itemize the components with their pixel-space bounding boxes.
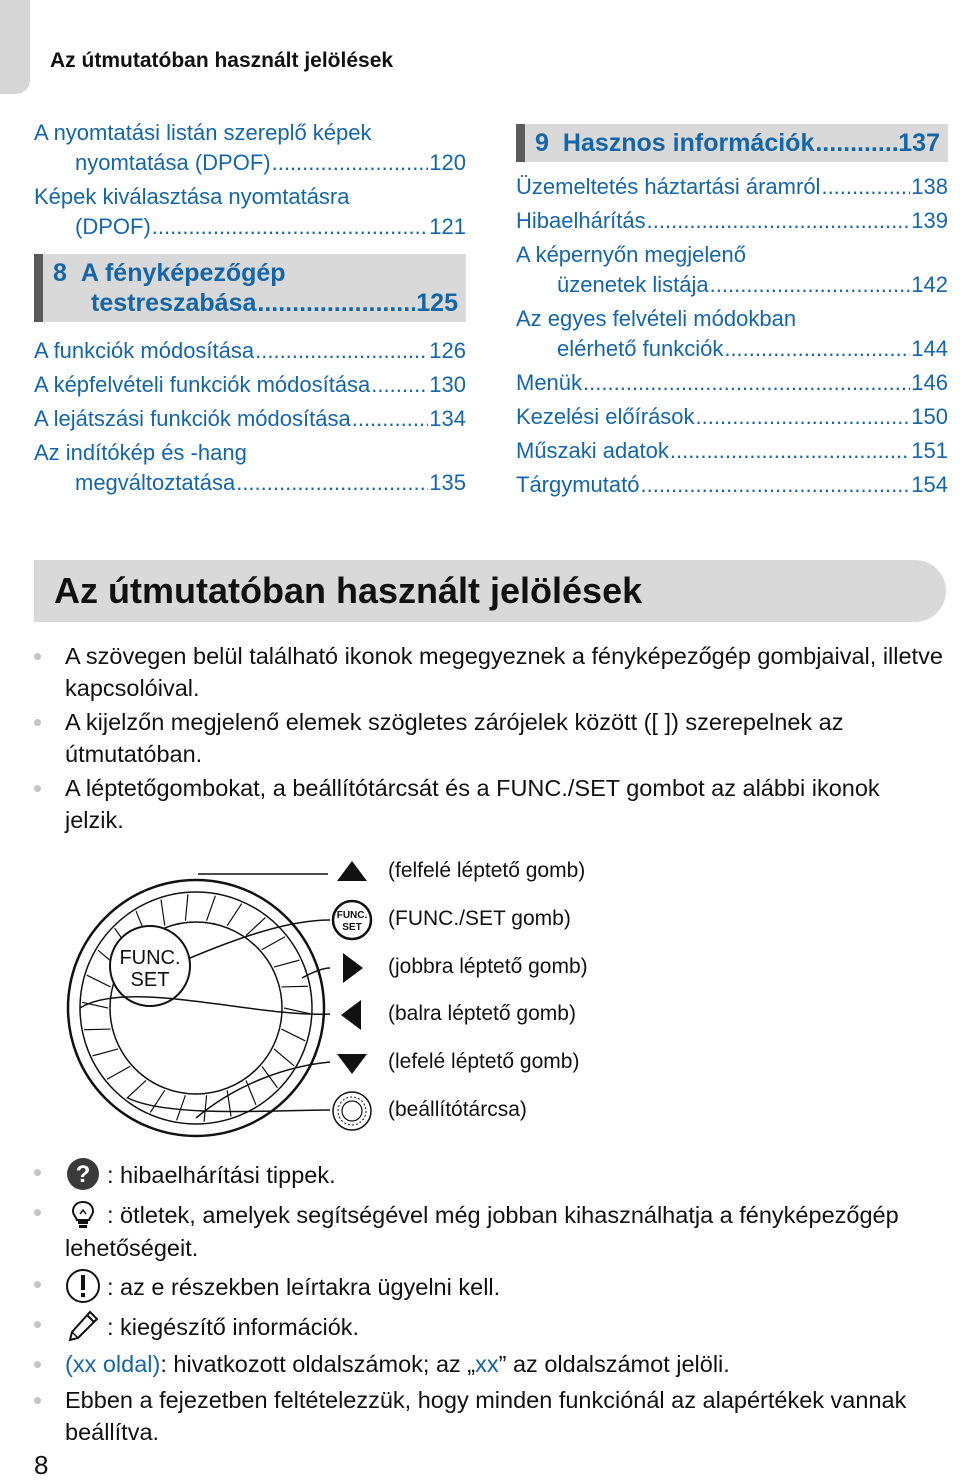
legend-row: (beállítótárcsa): [330, 1089, 750, 1133]
arrow-left-icon: [330, 993, 374, 1037]
chapter-number: 9: [535, 129, 549, 157]
toc-chapter-9[interactable]: 9 Hasznos információk ..... 137: [516, 124, 948, 162]
toc-page-number: 144: [911, 336, 948, 361]
bullet-icon: [34, 653, 41, 660]
list-item: ? : hibaelhárítási tippek.: [34, 1156, 949, 1192]
toc-entry-dpof-print[interactable]: A nyomtatási listán szereplő képek nyomtatása (DPOF) ..... 120: [34, 118, 466, 178]
arrow-up-icon: [330, 850, 374, 894]
toc-entry-startup-image[interactable]: Az indítókép és -hang megváltoztatása ..... 135: [34, 438, 466, 498]
list-item: : az e részekben leírtakra ügyelni kell.: [34, 1268, 949, 1304]
toc-page-number: 142: [911, 272, 948, 297]
page-tab-marker: [0, 0, 30, 94]
lightbulb-icon: [65, 1196, 101, 1232]
dial-grip-line: [281, 986, 307, 987]
control-dial-illustration: [58, 868, 348, 1148]
toc-page-number: 154: [911, 472, 948, 497]
list-item: A szövegen belül található ikonok megegyeznek a fényképezőgép gombjaival, illetve kapcsolóival.: [34, 640, 944, 704]
toc-page-number: 130: [429, 372, 466, 397]
arrow-right-icon: [330, 946, 374, 990]
bullet-icon: [34, 1209, 41, 1216]
toc-page-number: 135: [429, 470, 466, 495]
arrow-down-icon: [330, 1041, 374, 1085]
toc-page-number: 139: [911, 208, 948, 233]
list-item: : ötletek, amelyek segítségével még jobban kihasználhatja a fényképezőgép lehetőségeit.: [34, 1196, 949, 1264]
legend-row: (balra léptető gomb): [330, 993, 750, 1037]
toc-page-number: 150: [911, 404, 948, 429]
control-dial-icon: [330, 1089, 374, 1133]
toc-left-column: [34, 118, 466, 502]
conventions-list: [34, 640, 944, 838]
toc-page-number: 146: [911, 370, 948, 395]
list-item: A léptetőgombokat, a beállítótárcsát és a FUNC./SET gombot az alábbi ikonok jelzik.: [34, 772, 944, 836]
toc-right-column: [516, 124, 948, 504]
toc-entry-shooting-functions[interactable]: A képfelvételi funkciók módosítása ..... 130: [34, 370, 466, 400]
toc-entry-specifications[interactable]: Műszaki adatok ..... 151: [516, 436, 948, 466]
toc-page-number: 126: [429, 338, 466, 363]
page-number: 8: [34, 1450, 49, 1480]
dial-func-label: FUNC.: [119, 947, 181, 969]
toc-chapter-8[interactable]: 8 A fényképezőgép testreszabása ..... 125: [34, 254, 466, 322]
svg-text:?: ?: [75, 1161, 91, 1188]
question-icon: [65, 1156, 101, 1192]
warning-icon: [65, 1268, 101, 1304]
toc-page-number: 138: [911, 174, 948, 199]
toc-page-number: 120: [429, 150, 466, 175]
toc-entry-handling[interactable]: Kezelési előírások ..... 150: [516, 402, 948, 432]
bullet-icon: [34, 1321, 41, 1328]
toc-page-number: 137: [898, 129, 940, 157]
svg-text:FUNC.: FUNC.: [336, 910, 368, 921]
legend-row: (felfelé léptető gomb): [330, 850, 750, 894]
list-item: (xx oldal): hivatkozott oldalszámok; az „xx” az oldalszámot jelöli.: [34, 1348, 949, 1380]
bullet-icon: [34, 1361, 41, 1368]
icon-notes-list: [34, 1156, 949, 1448]
toc-entry-index[interactable]: Tárgymutató ..... 154: [516, 470, 948, 500]
toc-page-number: 134: [429, 406, 466, 431]
dial-set-label: SET: [130, 969, 170, 991]
legend-row: (jobbra léptető gomb): [330, 946, 750, 990]
toc-entry-menus[interactable]: Menük ..... 146: [516, 368, 948, 398]
toc-entry-troubleshooting[interactable]: Hibaelhárítás ..... 139: [516, 206, 948, 236]
func-set-icon: [330, 898, 374, 942]
toc-page-number: 121: [429, 214, 466, 239]
toc-entry-functions[interactable]: A funkciók módosítása ..... 126: [34, 336, 466, 366]
toc-entry-ac-power[interactable]: Üzemeltetés háztartási áramról ..... 138: [516, 172, 948, 202]
list-item: Ebben a fejezetben feltételezzük, hogy minden funkciónál az alapértékek vannak beállítva.: [34, 1384, 949, 1448]
toc-entry-messages[interactable]: A képernyőn megjelenő üzenetek listája ..... 142: [516, 240, 948, 300]
bullet-icon: [34, 719, 41, 726]
list-item: : kiegészítő információk.: [34, 1308, 949, 1344]
bullet-icon: [34, 785, 41, 792]
legend-row: (lefelé léptető gomb): [330, 1041, 750, 1085]
bullet-icon: [34, 1169, 41, 1176]
bullet-icon: [34, 1281, 41, 1288]
chapter-number: 8: [53, 259, 67, 287]
toc-entry-playback-functions[interactable]: A lejátszási funkciók módosítása ..... 134: [34, 404, 466, 434]
dial-grip-line: [84, 1029, 110, 1030]
svg-text:SET: SET: [342, 922, 362, 933]
toc-page-number: 151: [911, 438, 948, 463]
page-reference-sample: (xx oldal): [65, 1351, 161, 1377]
list-item: A kijelzőn megjelenő elemek szögletes zárójelek között ([ ]) szerepelnek az útmutatóban.: [34, 706, 944, 770]
pencil-icon: [65, 1308, 101, 1344]
toc-page-number: 125: [416, 289, 458, 317]
page-header-title: Az útmutatóban használt jelölések: [50, 49, 394, 72]
toc-entry-dpof-select[interactable]: Képek kiválasztása nyomtatásra (DPOF) ..... 121: [34, 182, 466, 242]
bullet-icon: [34, 1397, 41, 1404]
legend-row: FUNC. SET (FUNC./SET gomb): [330, 898, 750, 942]
section-title: Az útmutatóban használt jelölések: [54, 570, 643, 611]
toc-entry-mode-functions[interactable]: Az egyes felvételi módokban elérhető funkciók ..... 144: [516, 304, 948, 364]
